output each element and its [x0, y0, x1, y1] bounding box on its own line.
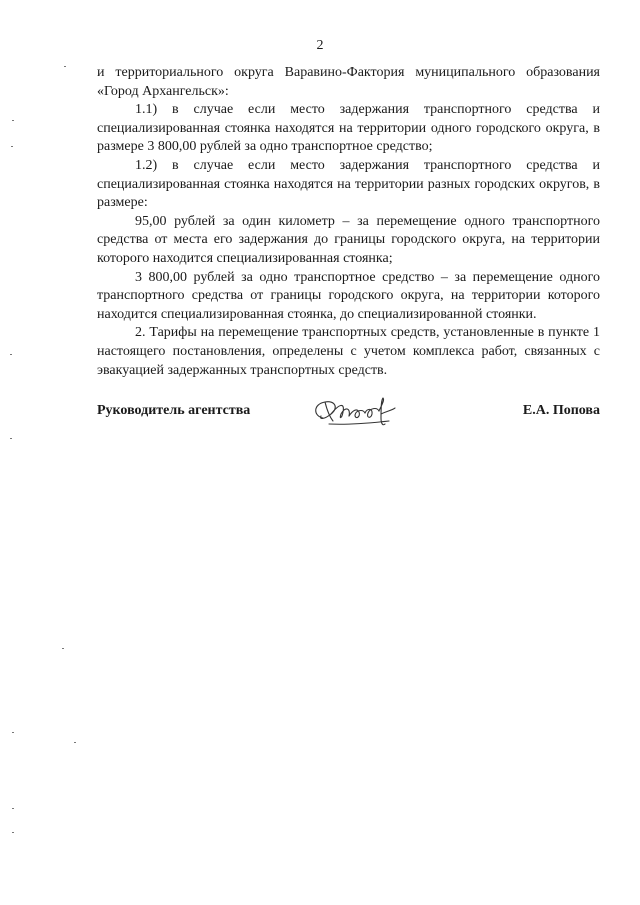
document-body: [97, 64, 600, 380]
paragraph-intro: и территориального округа Варавино-Фактория муниципального образования «Город Архангельск»:: [97, 65, 600, 99]
scan-speck: [12, 808, 14, 809]
scan-speck: [11, 146, 13, 147]
scan-speck: [12, 120, 14, 121]
signatory-title: Руководитель агентства: [97, 403, 251, 418]
scan-speck: [74, 742, 76, 743]
handwritten-signature: [309, 394, 405, 428]
scan-speck: [62, 648, 64, 649]
scan-speck: [10, 438, 12, 439]
paragraph-2: 2. Тарифы на перемещение транспортных средств, установленные в пункте 1 настоящего постановления, определены с учетом комплекса работ, связанных с эвакуацией задержанных транспортных средств.: [97, 325, 600, 378]
scan-speck: [64, 66, 66, 67]
paragraph-per-vehicle-rate: 3 800,00 рублей за одно транспортное средство – за перемещение одного транспортного средства от границы городского округа, на территории которого находится специализированная стоянка, до специализированной стоянки.: [97, 269, 600, 322]
paragraph-1-1: 1.1) в случае если место задержания транспортного средства и специализированная стоянка находятся на территории одного городского округа, в размере 3 800,00 рублей за одно транспортное средство;: [97, 102, 600, 155]
paragraph-1-2: 1.2) в случае если место задержания транспортного средства и специализированная стоянка находятся на территории разных городских округов, в размере:: [97, 157, 600, 211]
signature-block: [97, 394, 600, 434]
scan-speck: [12, 732, 14, 733]
scan-speck: [12, 832, 14, 833]
signatory-name: Е.А. Попова: [522, 403, 600, 418]
paragraph-per-km-rate: 95,00 рублей за один километр – за перемещение одного транспортного средства от места его задержания до границы городского округа, на территории которого находится специализированная стоянка;: [97, 213, 600, 266]
scan-speck: [10, 354, 12, 355]
page-number: 2: [316, 38, 324, 53]
